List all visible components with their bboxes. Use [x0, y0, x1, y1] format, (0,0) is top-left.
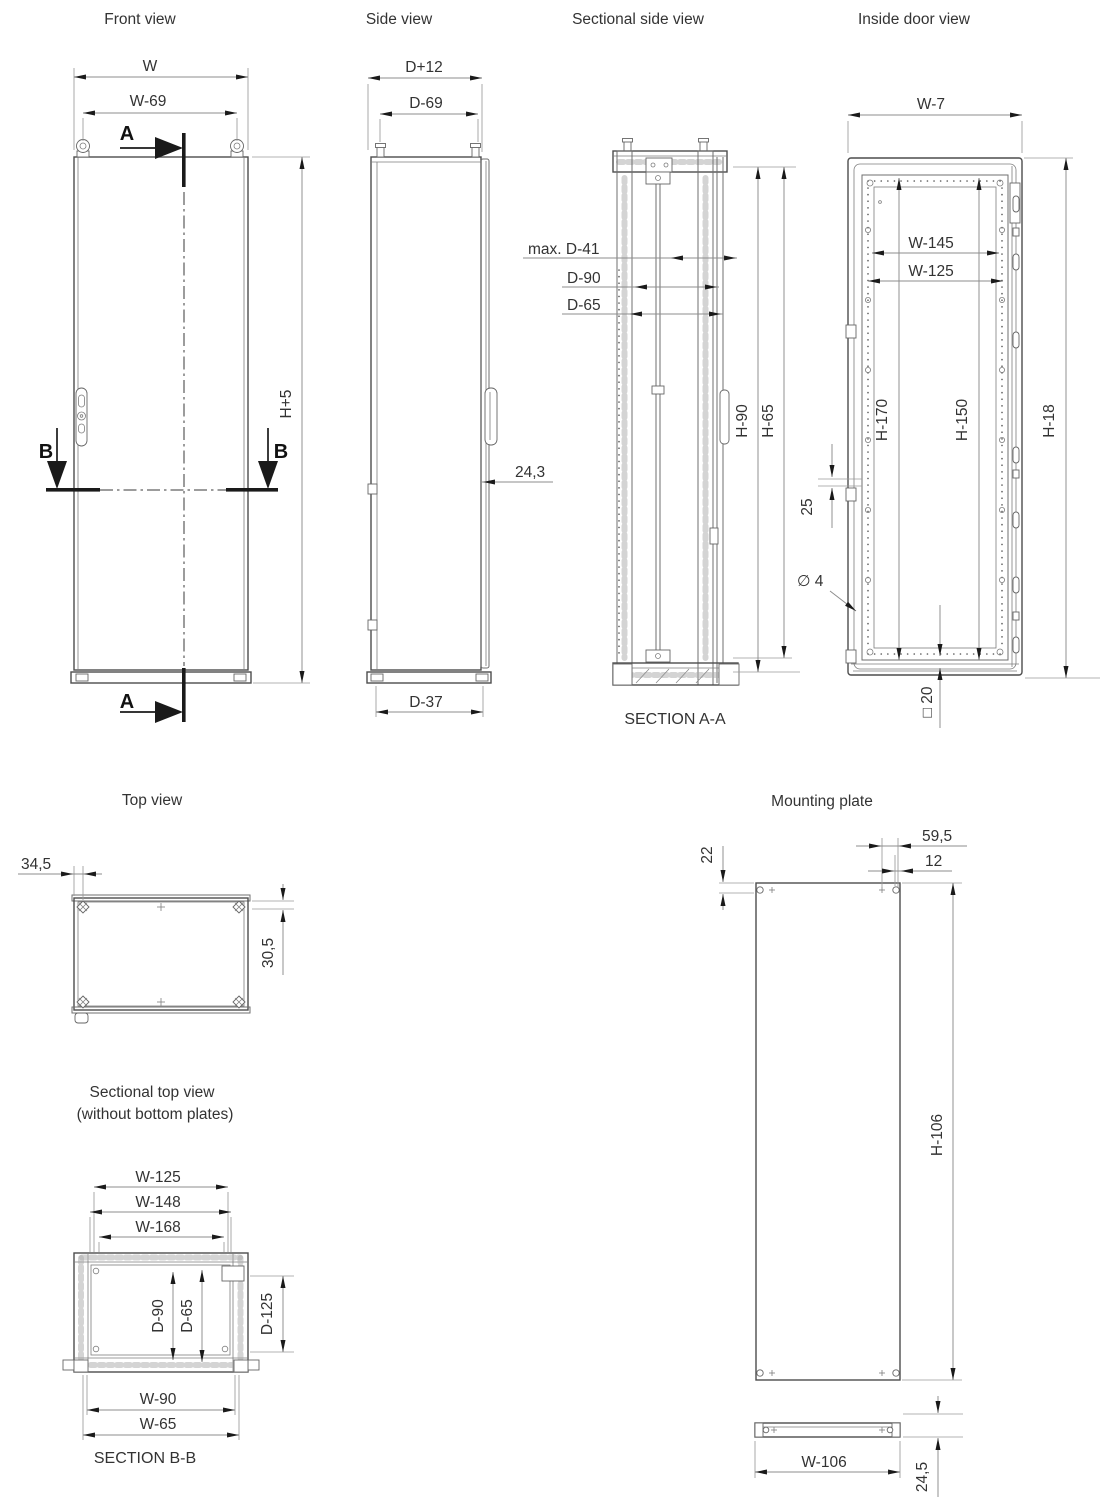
section-bb-label: SECTION B-B: [93, 1450, 197, 1467]
dim-label: D-69: [409, 95, 443, 112]
eyebolt-icon: [231, 140, 244, 158]
dim-sq20: [919, 605, 940, 728]
dim-label: H-150: [954, 398, 971, 442]
dim-label: 24,3: [515, 464, 546, 481]
dim-d69: [380, 95, 478, 142]
dim-h106: [902, 883, 962, 1380]
sectional-side-view: [523, 11, 800, 728]
dim-label: D-90: [150, 1299, 167, 1333]
dim-label: 12: [925, 853, 943, 870]
dim-label: W: [142, 58, 158, 75]
dim-label: 24,5: [914, 1461, 931, 1493]
dim-12: [868, 853, 952, 886]
dim-22: [699, 846, 754, 910]
door-handle-icon: [720, 390, 729, 444]
inside-door-view-title: Inside door view: [857, 11, 971, 28]
corner-screw-icon: [77, 901, 89, 913]
dim-label: H-106: [929, 1113, 946, 1157]
dim-243: [481, 464, 553, 482]
section-marker-b: B: [38, 441, 54, 463]
dim-label: W-69: [129, 93, 167, 110]
section-cut-b-right: [226, 428, 288, 492]
dim-label: W-90: [139, 1391, 177, 1408]
side-view-title: Side view: [365, 11, 433, 28]
dim-305: [252, 884, 294, 975]
dim-w145: [872, 235, 999, 253]
dim-label: 22: [699, 846, 716, 864]
dim-label: D-65: [567, 297, 601, 314]
dim-label: H+5: [278, 389, 295, 419]
sectional-top-view: [63, 1084, 294, 1467]
dim-label: 25: [799, 498, 816, 516]
dim-h150: [954, 178, 979, 660]
dim-label: D+12: [405, 59, 443, 76]
dim-h18: [1024, 158, 1100, 678]
door-handle-icon: [76, 388, 87, 446]
section-cut-b-left: [39, 428, 100, 492]
depth-rail-bracket: [222, 1266, 244, 1281]
mounting-plate-title: Mounting plate: [771, 793, 873, 810]
center-mark-icon: [157, 903, 165, 1006]
dim-label: W-125: [135, 1169, 181, 1186]
side-view: [366, 11, 553, 717]
dim-dia4: [797, 573, 856, 611]
dim-25: [799, 444, 862, 528]
dim-245: [903, 1396, 963, 1497]
side-door-handle-icon: [485, 388, 497, 445]
side-cabinet-outline: [367, 144, 491, 684]
mounting-plate-profile: [755, 1423, 900, 1437]
dim-label: H-18: [1041, 404, 1058, 438]
dim-d90: [150, 1272, 173, 1360]
dim-h170: [874, 178, 899, 660]
dim-d65: [562, 297, 723, 314]
dim-w90: [87, 1375, 235, 1415]
dim-label: W-65: [139, 1416, 177, 1433]
dim-d37: [376, 686, 483, 717]
dim-label: D-37: [409, 694, 443, 711]
section-aa-label: SECTION A-A: [624, 711, 726, 728]
front-view-title: Front view: [104, 11, 176, 28]
dim-label: ∅ 4: [797, 573, 824, 590]
section-cut-a-top: [120, 123, 186, 187]
dim-label: W-145: [908, 235, 954, 252]
dim-w106: [755, 1441, 900, 1478]
corner-screw-icon: [233, 901, 245, 913]
dim-d125: [250, 1276, 294, 1352]
mounting-plate-view: [699, 793, 967, 1497]
dim-label: W-125: [908, 263, 954, 280]
mounting-plate-outline: [756, 883, 900, 1380]
sectional-side-view-title: Sectional side view: [572, 11, 704, 28]
dim-d65: [179, 1270, 202, 1362]
dim-label: D-125: [259, 1292, 276, 1336]
dim-label: 59,5: [922, 828, 953, 845]
dim-label: 30,5: [260, 937, 277, 969]
dim-h65: [760, 167, 784, 658]
dim-label: H-90: [734, 404, 751, 438]
section-aa-structure: [613, 139, 739, 686]
dim-label: W-7: [916, 96, 946, 113]
top-view: [18, 792, 294, 1023]
front-view: [39, 11, 310, 723]
dim-h5: [252, 157, 310, 683]
dim-w7: [848, 96, 1022, 153]
dim-label: H-170: [874, 398, 891, 442]
section-marker-b: B: [273, 441, 289, 463]
dim-label: W-168: [135, 1219, 181, 1236]
dim-w69: [83, 93, 237, 141]
eyebolt-icon: [77, 140, 90, 158]
dim-label: W-106: [801, 1454, 847, 1471]
section-marker-a: A: [119, 691, 135, 713]
sectional-top-view-title: Sectional top view: [89, 1084, 215, 1101]
dim-d90: [562, 270, 719, 287]
dim-label: W-148: [135, 1194, 181, 1211]
sectional-top-view-note: (without bottom plates): [76, 1106, 234, 1123]
section-marker-a: A: [119, 123, 135, 145]
dim-label: □ 20: [919, 686, 936, 718]
front-cabinet-outline: [71, 157, 251, 683]
inside-door-view: [797, 11, 1100, 728]
dim-595: [856, 828, 967, 887]
door-lock-hardware: [1010, 183, 1020, 653]
dim-label: D-90: [567, 270, 601, 287]
dim-345: [18, 856, 102, 900]
dim-label: D-65: [179, 1299, 196, 1333]
dim-label: max. D-41: [528, 241, 600, 258]
dim-w168: [99, 1219, 224, 1252]
dim-w125: [868, 263, 1003, 281]
dim-label: H-65: [760, 404, 777, 438]
section-cut-a-bottom: [120, 668, 186, 723]
leveling-foot-icon: [75, 1013, 88, 1023]
top-view-title: Top view: [121, 792, 183, 809]
dim-label: 34,5: [21, 856, 52, 873]
